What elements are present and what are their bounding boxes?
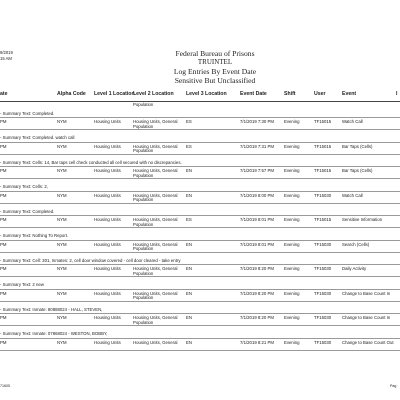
entry-summary: - Summary Text: Cell: 301, Inmates: 2, cell door window covered - cell door cleared - take entry <box>0 257 181 263</box>
col-user: User <box>314 91 326 97</box>
entry-level3: EN <box>186 192 192 198</box>
agency-name: Federal Bureau of Prisons <box>175 49 255 58</box>
entry-user: TF15015 <box>314 119 332 124</box>
entry-level2: Housing Units, General <box>133 290 178 296</box>
row-divider <box>0 301 400 302</box>
entry-alpha-code: NYM <box>57 315 67 320</box>
entry-time: PM <box>0 217 7 222</box>
entry-alpha-code: NYM <box>57 217 67 222</box>
entry-event-date: 7/1/2019 8:00 PM <box>240 192 274 198</box>
entry-level1: Housing Units <box>94 168 121 173</box>
entry-divider <box>0 289 400 290</box>
entry-divider <box>0 117 400 118</box>
row-divider <box>0 203 400 204</box>
entry-shift: Evening <box>284 290 300 296</box>
entry-divider <box>0 240 400 241</box>
entry-time: PM <box>0 168 7 173</box>
entry-user: TF15030 <box>314 315 332 320</box>
entry-event: Change to Base Count In <box>342 315 391 320</box>
entry-level2-population: Population <box>133 270 154 276</box>
entry-divider <box>0 313 400 314</box>
entry-alpha-code: NYM <box>57 168 67 173</box>
entry-level3: EN <box>186 241 192 247</box>
entry-level1: Housing Units <box>94 217 121 222</box>
entry-alpha-code: NYM <box>57 266 67 271</box>
entry-level1: Housing Units <box>94 119 121 124</box>
entry-level2-population: Population <box>133 148 154 153</box>
entry-event-date: 7/1/2019 7:57 PM <box>240 168 274 173</box>
col-level3: Level 3 Location <box>186 91 227 97</box>
entry-level3: ES <box>186 119 192 124</box>
report-header <box>140 49 290 85</box>
row-divider <box>0 154 400 155</box>
entry-time: PM <box>0 266 7 271</box>
entry-summary: - Summary Text: 2 new <box>0 282 44 287</box>
entry-level2-population: Population <box>133 221 154 227</box>
entry-level1: Housing Units <box>94 241 121 247</box>
entry-shift: Evening <box>284 315 300 320</box>
entry-user: TF15015 <box>314 168 332 173</box>
entry-event-date: 7/1/2019 8:01 PM <box>240 241 274 247</box>
col-level1: Level 1 Location <box>94 91 135 97</box>
entry-event: Bar Taps (Cells) <box>342 168 373 173</box>
entry-event: Change to Base Count Out <box>342 339 394 345</box>
entry-level3: EN <box>186 266 192 271</box>
entry-level2-population: Population <box>133 123 154 129</box>
entry-event-date: 7/1/2019 8:20 PM <box>240 315 274 320</box>
entry-level1: Housing Units <box>94 192 121 198</box>
entry-event-date: 7/1/2019 7:30 PM <box>240 119 274 124</box>
entry-event-date: 7/1/2019 7:31 PM <box>240 143 274 149</box>
entry-level1: Housing Units <box>94 339 121 345</box>
entry-level2: Housing Units, General <box>133 241 178 247</box>
entry-level1: Housing Units <box>94 143 121 149</box>
classification: Sensitive But Unclassified <box>174 75 256 85</box>
entry-divider <box>0 166 400 167</box>
entry-shift: Evening <box>284 192 300 198</box>
entry-shift: Evening <box>284 143 300 149</box>
entry-shift: Evening <box>284 217 300 222</box>
row-divider <box>0 227 400 228</box>
entry-time: PM <box>0 339 7 345</box>
entry-summary: - Summary Text: Inmate: 07868024 - WESTON, BOBBY, <box>0 331 108 336</box>
entry-shift: Evening <box>284 241 300 247</box>
entry-summary: - Summary Text: Completed. <box>0 208 55 214</box>
entry-event-date: 7/1/2019 8:01 PM <box>240 217 274 222</box>
col-alpha-code: Alpha Code <box>57 91 86 97</box>
entry-user: TF15030 <box>314 290 332 296</box>
entry-alpha-code: NYM <box>57 143 67 149</box>
entry-user: TF15030 <box>314 192 332 198</box>
entry-level2: Housing Units, General <box>133 143 178 149</box>
top-fragment-text: Population <box>133 102 154 107</box>
entry-divider <box>0 191 400 192</box>
entry-event-date: 7/1/2019 8:21 PM <box>240 339 274 345</box>
entry-level3: ES <box>186 217 192 222</box>
entry-level2: Housing Units, General <box>133 168 178 173</box>
entry-level1: Housing Units <box>94 266 121 271</box>
col-level2: Level 2 Location <box>133 91 174 97</box>
entry-level2: Housing Units, General <box>133 339 178 345</box>
column-header-row <box>0 91 400 101</box>
entry-time: PM <box>0 241 7 247</box>
entry-event: Watch Call <box>342 119 363 124</box>
col-extra: I <box>396 91 398 97</box>
entry-level3: EN <box>186 290 192 296</box>
entry-user: TF15030 <box>314 241 332 247</box>
row-divider <box>0 350 400 351</box>
entry-time: PM <box>0 290 7 296</box>
entry-event: Bar Taps (Cells) <box>342 143 373 149</box>
print-date: 9/2019 <box>0 50 13 55</box>
entry-level2-population: Population <box>133 295 154 300</box>
entry-level3: ES <box>186 143 192 149</box>
row-divider <box>0 178 400 179</box>
report-title: Log Entries By Event Date <box>173 66 257 76</box>
entry-event: Search (Cells) <box>342 241 370 247</box>
entry-level2-population: Population <box>133 319 154 325</box>
entry-divider <box>0 215 400 216</box>
entry-divider <box>0 142 400 143</box>
col-shift: Shift <box>284 91 296 97</box>
entry-summary: - Summary Text: Completed. watch call <box>0 135 75 140</box>
entry-level2: Housing Units, General <box>133 192 178 198</box>
entry-summary: - Summary Text: Cells: 2, <box>0 184 48 189</box>
entry-user: TF15015 <box>314 217 332 222</box>
row-divider <box>0 325 400 326</box>
entry-event-date: 7/1/2019 8:20 PM <box>240 290 274 296</box>
entry-event: Daily Activity <box>342 266 367 271</box>
entry-level2-population: Population <box>133 197 154 202</box>
entry-user: TF15030 <box>314 266 332 271</box>
entry-event: Watch Call <box>342 192 363 198</box>
entry-summary: - Summary Text: Completed. <box>0 110 55 116</box>
entry-level2-population: Population <box>133 172 154 178</box>
entry-time: PM <box>0 143 7 149</box>
entry-level3: EN <box>186 315 192 320</box>
entry-event-date: 7/1/2019 8:20 PM <box>240 266 274 271</box>
system-name: TRUINTEL <box>197 58 233 66</box>
footer-right: Pag <box>390 384 397 388</box>
print-time: 15 AM <box>0 56 12 61</box>
entry-shift: Evening <box>284 339 300 345</box>
entry-shift: Evening <box>284 168 300 173</box>
entry-level2-population: Population <box>133 246 154 251</box>
entry-alpha-code: NYM <box>57 339 67 345</box>
entry-level1: Housing Units <box>94 315 121 320</box>
entry-level3: EN <box>186 339 192 345</box>
entry-event: Change to Base Count In <box>342 290 391 296</box>
entry-alpha-code: NYM <box>57 119 67 124</box>
header-rule <box>0 101 400 102</box>
row-divider <box>0 276 400 277</box>
row-divider <box>0 252 400 253</box>
entry-time: PM <box>0 315 7 320</box>
entry-level2: Housing Units, General <box>133 119 178 124</box>
col-event: Event <box>342 91 357 97</box>
col-event-date: Event Date <box>240 91 267 97</box>
entry-level2: Housing Units, General <box>133 315 178 320</box>
entry-summary: - Summary Text: Cells: 14, Bar taps cell check conducted all cell secured with no discrepancies. <box>0 159 182 165</box>
row-divider <box>0 129 400 130</box>
entry-user: TF15015 <box>314 143 332 149</box>
entry-alpha-code: NYM <box>57 192 67 198</box>
entry-summary: - Summary Text: Inmate: 80888024 - HALL, STEVEN, <box>0 306 103 312</box>
entry-time: PM <box>0 119 7 124</box>
entry-user: TF15030 <box>314 339 332 345</box>
entry-time: PM <box>0 192 7 198</box>
col-date: ate <box>0 91 8 97</box>
entry-level2: Housing Units, General <box>133 217 178 222</box>
entry-alpha-code: NYM <box>57 290 67 296</box>
entry-level2: Housing Units, General <box>133 266 178 271</box>
entry-divider <box>0 264 400 265</box>
entry-level3: EN <box>186 168 192 173</box>
entry-level1: Housing Units <box>94 290 121 296</box>
footer-left: 71605 <box>0 384 10 388</box>
entry-event: Sensitive Information <box>342 217 383 222</box>
entry-shift: Evening <box>284 266 300 271</box>
entry-shift: Evening <box>284 119 300 124</box>
entry-alpha-code: NYM <box>57 241 67 247</box>
entry-divider <box>0 338 400 339</box>
entry-summary: - Summary Text: Nothing To Report. <box>0 233 69 238</box>
